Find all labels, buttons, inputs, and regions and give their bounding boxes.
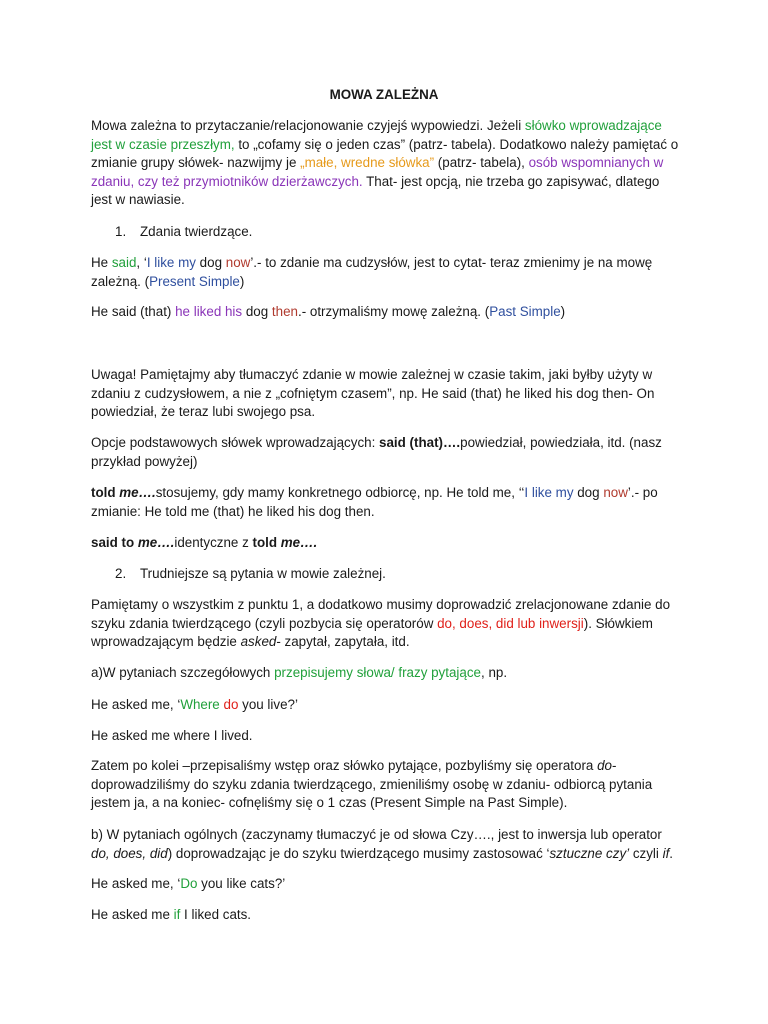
ex-green-said: said	[111, 255, 137, 270]
rem-italic-asked: asked	[240, 634, 277, 650]
intro-text: Mowa zależna to przytaczanie/relacjonowanie czyjejś wypowiedzi. Jeżeli	[91, 118, 525, 133]
saidto-bold-italic: me….	[280, 535, 318, 550]
expl-italic-do: do	[597, 758, 612, 773]
intro-purple-highlight: osób wspomnianych w zdaniu, czy też przymiotników dzierżawczych.	[91, 155, 664, 189]
qb-italic-if: if	[662, 845, 670, 861]
intro-text-3: (patrz- tabela),	[434, 155, 529, 171]
example-question	[91, 696, 681, 715]
ex-green-do: Do	[180, 876, 198, 891]
ex-red-time: then	[271, 304, 298, 319]
told-text: stosujemy, gdy mamy konkretnego odbiorcę, np. He told me, ‘‘	[155, 485, 525, 500]
ex-tense-label: Present Simple	[149, 273, 240, 289]
told-text: dog	[573, 485, 604, 500]
list-number: 1.	[115, 224, 127, 239]
explanation-paragraph	[91, 757, 681, 813]
example-reported-yes-no	[91, 906, 681, 925]
ex-text: He asked me	[91, 907, 174, 922]
example-present	[91, 254, 681, 291]
example-past	[91, 303, 681, 322]
intro-text-4: That- jest opcją, nie trzeba go zapisywać, dlatego jest w nawiasie.	[91, 173, 660, 208]
intro-paragraph	[91, 117, 681, 210]
ex-red-do: do	[223, 697, 239, 712]
told-bold-italic: me….	[119, 485, 156, 500]
said-to-paragraph	[91, 534, 681, 553]
opt-bold: said (that)….	[379, 435, 461, 450]
told-me-paragraph	[91, 484, 681, 521]
qb-text: .	[669, 845, 674, 861]
saidto-bold: said to	[91, 535, 138, 550]
ex-text: )	[239, 273, 245, 289]
list-text: Trudniejsze są pytania w mowie zależnej.	[140, 566, 386, 581]
ex-red-time: now	[225, 255, 251, 270]
saidto-bold: told	[252, 535, 281, 550]
ex-purple-pronouns: he liked his	[175, 304, 243, 319]
told-bold: told	[91, 485, 120, 500]
ex-text: I liked cats.	[180, 907, 252, 922]
told-blue-pronouns: I like my	[524, 485, 574, 500]
qb-italic-czy: sztuczne czy’	[549, 845, 630, 861]
question-b-intro	[91, 826, 681, 863]
qb-text: czyli	[629, 845, 663, 861]
qb-italic-operators: do, does, did	[91, 845, 168, 861]
intro-orange-highlight: „małe, wredne słówka”	[300, 155, 435, 171]
list-text: Zdania twierdzące.	[140, 224, 253, 239]
saidto-bold-italic: me….	[137, 535, 175, 550]
ex-text: He asked me, ‘	[91, 876, 181, 891]
ex-text: .- otrzymaliśmy mowę zależną. (	[297, 304, 490, 319]
told-red-time: now	[603, 485, 628, 500]
opt-text: powiedział, powiedziała, itd. (nasz przykład powyżej)	[91, 435, 662, 469]
rem-red-operators: do, does, did lub inwersji	[437, 615, 584, 631]
qa-text: a)W pytaniach szczegółowych	[91, 665, 275, 680]
intro-green-highlight: słówko wprowadzające jest w czasie przeszłym,	[91, 118, 662, 152]
ex-tense-label: Past Simple	[489, 304, 561, 319]
intro-text-2: to „cofamy się o jeden czas” (patrz- tabela). Dodatkowo należy pamiętać o zmianie grupy słówek- nazwijmy je	[91, 136, 679, 171]
rem-text: - zapytał, zapytała, itd.	[276, 634, 410, 650]
saidto-text: identyczne z	[174, 535, 253, 550]
qa-text: , np.	[481, 665, 508, 680]
told-text: ’.- po zmianie: He told me (that) he liked his dog then.	[91, 485, 658, 519]
ex-text: dog	[195, 255, 226, 270]
ex-blue-pronouns: I like my	[146, 255, 196, 270]
expl-text: - doprowadziliśmy do szyku zdania twierdzącego, zmieniliśmy osobę w zdaniu- odbiorcą pytania jestem ja, a na koniec- cofnęliśmy się o 1 czas (Present Simple na Past Simple).	[91, 758, 653, 811]
ex-text: He said (that)	[91, 304, 176, 319]
ex-text: ’.- to zdanie ma cudzysłów, jest to cytat- teraz zmienimy je na mowę zależną. (	[91, 255, 653, 289]
warning-paragraph: Uwaga! Pamiętajmy aby tłumaczyć zdanie w mowie zależnej w czasie takim, jaki byłby użyty w zdaniu z cudzysłowem, a nie z „cofniętym czasem”, np. He said (that) he liked his dog then- On powiedział, że teraz lubi swojego psa.	[91, 367, 655, 420]
question-a-intro	[91, 664, 681, 683]
rem-text: Pamiętamy o wszystkim z punktu 1, a dodatkowo musimy doprowadzić zrelacjonowane zdanie do szyku zdania twierdzącego (czyli pozbycia się operatorów	[91, 597, 671, 631]
example-reported-question: He asked me where I lived.	[91, 728, 253, 743]
opt-text: Opcje podstawowych słówek wprowadzających:	[91, 435, 380, 450]
example-yes-no-question	[91, 875, 681, 894]
ex-text: , ‘	[136, 255, 147, 270]
ex-text: He asked me, ‘	[91, 697, 181, 712]
ex-text: )	[560, 304, 566, 319]
ex-text: you like cats?’	[197, 876, 286, 891]
options-paragraph	[91, 434, 681, 471]
remember-paragraph	[91, 596, 681, 652]
rem-text: ). Słówkiem wprowadzającym będzie	[91, 615, 653, 650]
ex-text: He	[91, 255, 112, 270]
ex-text: you live?’	[238, 697, 298, 712]
qb-text: b) W pytaniach ogólnych (zaczynamy tłumaczyć je od słowa Czy…., jest to inwersja lub operator	[91, 827, 662, 842]
ex-text: dog	[242, 304, 272, 319]
expl-text: Zatem po kolei –przepisaliśmy wstęp oraz słówko pytające, pozbyliśmy się operatora	[91, 758, 598, 773]
qa-green-highlight: przepisujemy słowa/ frazy pytające	[274, 665, 481, 680]
ex-green-if: if	[173, 907, 181, 922]
list-number: 2.	[115, 566, 127, 581]
document-title: MOWA ZALEŻNA	[329, 87, 439, 102]
ex-green-where: Where	[180, 697, 220, 712]
qb-text: ) doprowadzając je do szyku twierdzącego musimy zastosować ‘	[167, 845, 550, 861]
